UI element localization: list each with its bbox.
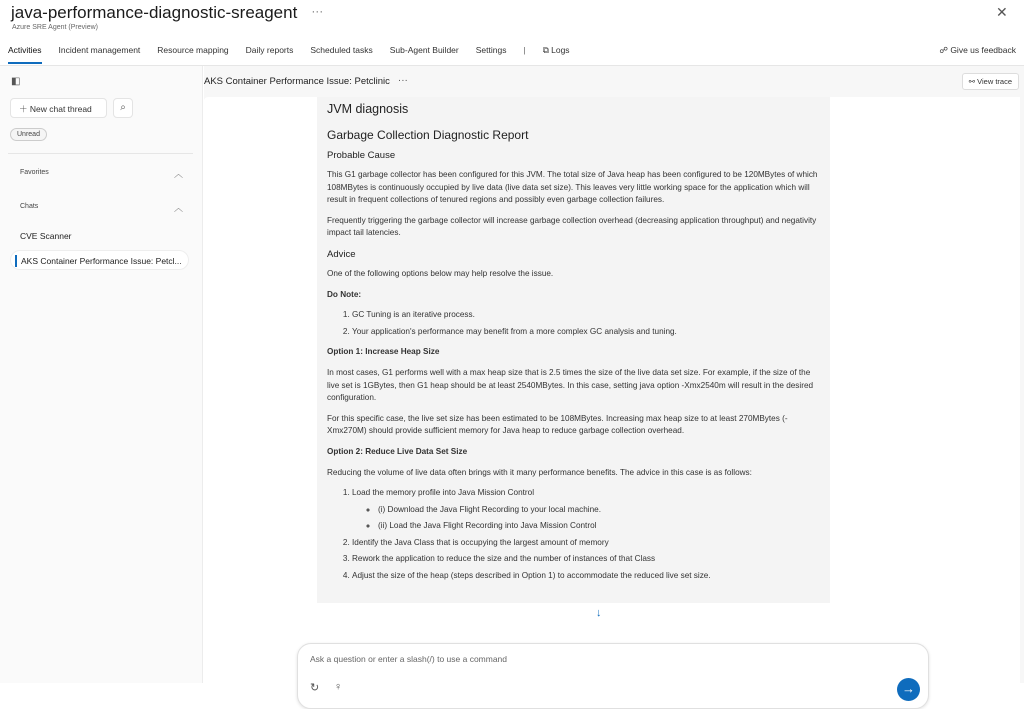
steps-list [352, 487, 820, 583]
view-trace-label: View trace [977, 77, 1012, 86]
paragraph: Reducing the volume of live data often brings with it many performance benefits. The advice in this case is as follows: [327, 467, 752, 477]
trace-icon: ⚯ [968, 77, 978, 86]
app-header [0, 0, 1024, 66]
list-item: 2. Identify the Java Class that is occupying the largest amount of memory [352, 537, 820, 550]
more-options-icon[interactable]: ··· [311, 4, 324, 18]
list-item: 2. Your application's performance may benefit from a more complex GC analysis and tuning. [352, 326, 820, 339]
nav-tabs [8, 45, 587, 64]
report-title: Garbage Collection Diagnostic Report [327, 128, 529, 142]
page-title: java-performance-diagnostic-sreagent [11, 3, 298, 22]
chat-title: AKS Container Performance Issue: Petclinic [204, 76, 390, 87]
lightbulb-icon[interactable]: ♀ [334, 681, 343, 693]
send-button[interactable]: → [897, 678, 920, 701]
paragraph: One of the following options below may help resolve the issue. [327, 268, 554, 278]
step-text: Load the memory profile into Java Mission Control [352, 488, 535, 498]
page-subtitle: Azure SRE Agent (Preview) [12, 24, 98, 31]
new-chat-label: New chat thread [29, 104, 92, 114]
agent-message [317, 97, 830, 603]
substeps-list [378, 504, 820, 533]
tab-separator: | [523, 45, 526, 55]
list-item [352, 487, 820, 533]
favorites-label: Favorites [20, 169, 49, 176]
chevron-up-icon[interactable]: ︿ [173, 169, 183, 179]
paragraph: For this specific case, the live set size has been estimated to be 108MBytes. Increasing max heap size to at least 270MBytes (-Xmx270M) should provide sufficient memory for Java heap to reduce garbage collection overhead. [327, 413, 788, 436]
sidebar [0, 66, 203, 683]
chat-title-row [204, 76, 408, 87]
notes-list [352, 309, 820, 338]
unread-filter[interactable]: Unread [10, 128, 47, 141]
title-row [11, 3, 323, 23]
probable-cause-heading: Probable Cause [327, 150, 396, 161]
list-item: ◦ (i) Download the Java Flight Recording to your local machine. [378, 504, 820, 517]
tab-activities[interactable]: Activities [8, 45, 42, 64]
option2-heading: Option 2: Reduce Live Data Set Size [327, 446, 468, 456]
logs-label: Logs [551, 45, 570, 55]
close-icon[interactable]: ✕ [996, 4, 1008, 20]
list-item: ◦ (ii) Load the Java Flight Recording into Java Mission Control [378, 520, 820, 533]
chat-card [204, 97, 1020, 696]
chats-section[interactable] [20, 203, 183, 213]
tab-incident-management[interactable]: Incident management [58, 45, 141, 55]
new-chat-button[interactable] [10, 98, 107, 118]
tab-settings[interactable]: Settings [475, 45, 507, 55]
refresh-sparkle-icon[interactable]: ↻ [310, 682, 320, 694]
tab-scheduled-tasks[interactable]: Scheduled tasks [310, 45, 373, 55]
scroll-down-arrow-icon[interactable]: ↓ [596, 607, 602, 619]
chat-item-cve-scanner[interactable]: CVE Scanner [20, 231, 72, 241]
divider [8, 153, 193, 154]
tab-logs[interactable] [543, 45, 570, 64]
list-item: 4. Adjust the size of the heap (steps described in Option 1) to accommodate the reduced live set size. [352, 570, 820, 583]
feedback-label: Give us feedback [950, 45, 1016, 55]
chat-area [204, 66, 1024, 696]
toggle-panel-icon[interactable]: ◧ [11, 76, 21, 87]
view-trace-button[interactable] [962, 73, 1019, 90]
external-link-icon: ⧉ [542, 45, 552, 55]
plus-icon: ＋ [19, 104, 30, 114]
message-heading: JVM diagnosis [327, 102, 409, 116]
chats-label: Chats [20, 203, 39, 210]
favorites-section[interactable] [20, 169, 183, 179]
option1-heading: Option 1: Increase Heap Size [327, 347, 440, 357]
advice-heading: Advice [327, 248, 356, 260]
do-note-heading: Do Note: [327, 289, 362, 299]
list-item: 3. Rework the application to reduce the size and the number of instances of that Class [352, 553, 820, 566]
feedback-button[interactable] [939, 45, 1016, 56]
list-item: 1. GC Tuning is an iterative process. [352, 309, 820, 322]
tab-sub-agent-builder[interactable]: Sub-Agent Builder [389, 45, 459, 55]
tab-resource-mapping[interactable]: Resource mapping [157, 45, 229, 55]
chat-input[interactable] [310, 654, 870, 664]
feedback-icon: ☍ [939, 45, 951, 55]
chevron-up-icon[interactable]: ︿ [173, 203, 183, 213]
search-icon[interactable]: ⌕ [113, 98, 133, 118]
paragraph: In most cases, G1 performs well with a max heap size that is 2.5 times the size of the live data set size. For example, if the size of the live set is 1GBytes, then G1 heap should be at least 2540MBytes. In this case, setting java option -Xmx2540m will result in the desired configuration. [327, 367, 814, 403]
chat-more-icon[interactable]: ··· [397, 75, 408, 86]
tab-daily-reports[interactable]: Daily reports [245, 45, 294, 55]
paragraph: This G1 garbage collector has been configured for this JVM. The total size of Java heap has been configured to be 120MBytes of which 108MBytes is continuously occupied by live data (live data set size). This leaves very little working space for the application which will result in frequent collections of tenured regions and possibly even garbage collection failures. [327, 170, 818, 205]
chat-item-aks-performance[interactable]: AKS Container Performance Issue: Petcl... [10, 250, 189, 270]
paragraph: Frequently triggering the garbage collector will increase garbage collection overhead (decreasing application throughput) and negativity impact tail latencies. [327, 215, 817, 238]
chat-composer [297, 643, 929, 709]
